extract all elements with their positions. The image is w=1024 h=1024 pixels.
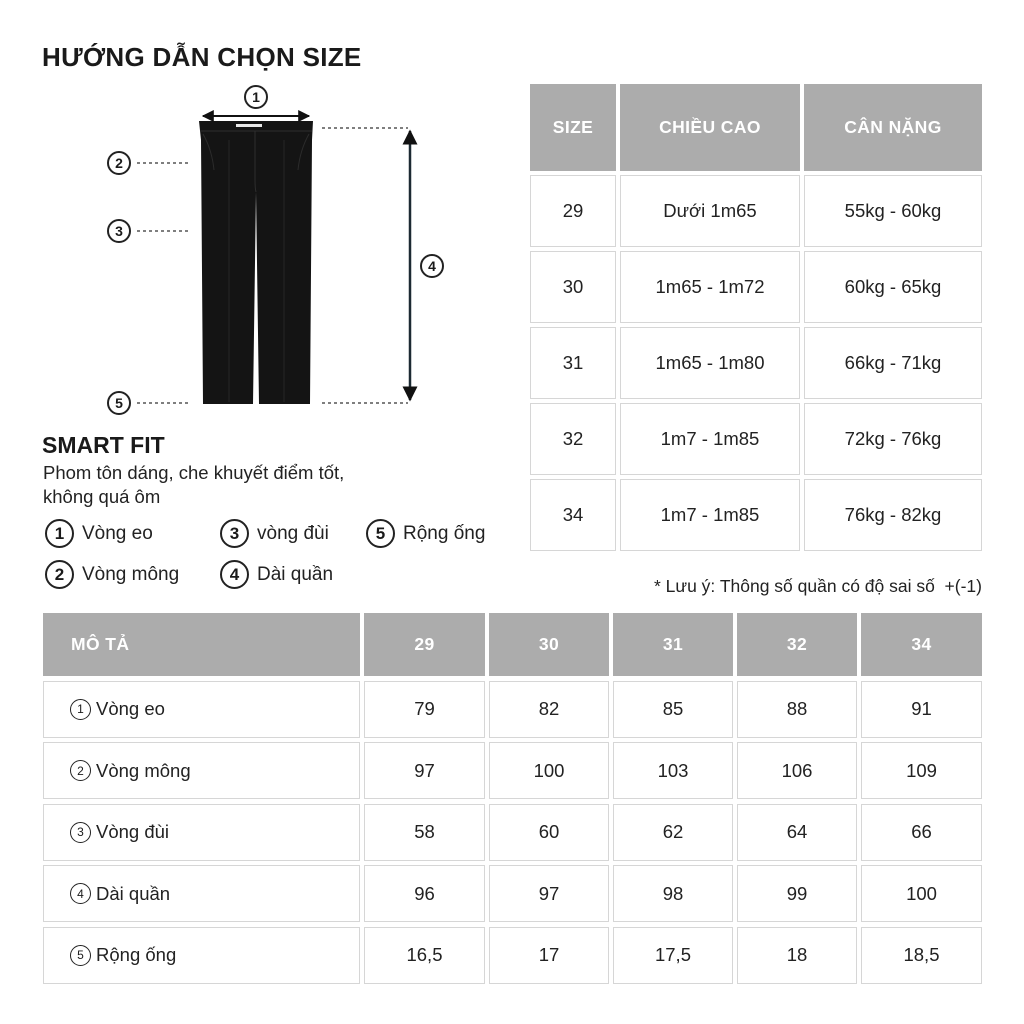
legend-label: Dài quần [257, 563, 334, 585]
measure-value: 106 [737, 742, 857, 799]
height-cell: 1m65 - 1m72 [620, 251, 800, 323]
measure-value: 109 [861, 742, 982, 799]
legend-label: Rộng ống [403, 522, 486, 544]
legend-marker: 3 [220, 519, 249, 548]
size-cell: 34 [530, 479, 616, 551]
length-marker: 4 [420, 254, 444, 278]
measure-value: 58 [364, 804, 485, 861]
size-header: SIZE [530, 84, 616, 171]
legend-item [366, 519, 485, 548]
measure-value: 16,5 [364, 927, 485, 984]
legend-item [45, 560, 179, 589]
measurement-table [43, 613, 982, 984]
measure-label-cell [43, 742, 360, 799]
legend-label: vòng đùi [257, 522, 329, 544]
tolerance-note: * Lưu ý: Thông số quần có độ sai số +(-1) [653, 576, 982, 596]
size-column-header: 34 [861, 613, 982, 676]
size-column-header: 31 [613, 613, 733, 676]
weight-cell: 72kg - 76kg [804, 403, 982, 475]
fit-desc-line: Phom tôn dáng, che khuyết điểm tốt, [43, 462, 345, 483]
measure-value: 66 [861, 804, 982, 861]
measure-value: 85 [613, 681, 733, 738]
legend-label: Vòng eo [82, 522, 153, 544]
size-column-header: 32 [737, 613, 857, 676]
measure-label: Vòng mông [96, 759, 191, 781]
height-cell: 1m65 - 1m80 [620, 327, 800, 399]
size-cell: 29 [530, 175, 616, 247]
measure-value: 103 [613, 742, 733, 799]
measure-value: 79 [364, 681, 485, 738]
measure-value: 97 [364, 742, 485, 799]
waist-label-tag [236, 124, 262, 127]
size-cell: 31 [530, 327, 616, 399]
measure-value: 100 [489, 742, 609, 799]
measure-label: Rộng ống [96, 944, 177, 965]
measure-label-cell [43, 927, 360, 984]
waist-marker: 1 [244, 85, 268, 109]
height-cell: 1m7 - 1m85 [620, 479, 800, 551]
measure-value: 18,5 [861, 927, 982, 984]
measure-value: 99 [737, 865, 857, 922]
measure-value: 62 [613, 804, 733, 861]
measure-value: 18 [737, 927, 857, 984]
measure-marker: 1 [70, 699, 91, 720]
weight-cell: 60kg - 65kg [804, 251, 982, 323]
page-title: HƯỚNG DẪN CHỌN SIZE [42, 42, 362, 72]
measure-value: 17 [489, 927, 609, 984]
measure-label: Dài quần [96, 882, 171, 904]
legend-marker: 2 [45, 560, 74, 589]
legend-marker: 4 [220, 560, 249, 589]
measure-value: 17,5 [613, 927, 733, 984]
measure-marker: 2 [70, 760, 91, 781]
height-cell: Dưới 1m65 [620, 175, 800, 247]
hem-marker: 5 [107, 391, 131, 415]
measure-value: 97 [489, 865, 609, 922]
legend-item [220, 519, 329, 548]
measure-marker: 3 [70, 822, 91, 843]
measure-label-cell [43, 865, 360, 922]
height-header: CHIỀU CAO [620, 84, 800, 171]
measure-value: 64 [737, 804, 857, 861]
measure-marker: 5 [70, 945, 91, 966]
measure-value: 100 [861, 865, 982, 922]
height-cell: 1m7 - 1m85 [620, 403, 800, 475]
measure-marker: 4 [70, 883, 91, 904]
measure-value: 60 [489, 804, 609, 861]
legend-label: Vòng mông [82, 563, 180, 585]
measure-value: 96 [364, 865, 485, 922]
weight-header: CÂN NẶNG [804, 84, 982, 171]
size-cell: 32 [530, 403, 616, 475]
measure-label: Vòng eo [96, 698, 165, 719]
legend-item [220, 560, 333, 589]
description-header: MÔ TẢ [43, 613, 360, 676]
measure-value: 82 [489, 681, 609, 738]
measure-label: Vòng đùi [96, 821, 170, 842]
fit-title: SMART FIT [42, 432, 165, 458]
legend-item [45, 519, 153, 548]
weight-cell: 55kg - 60kg [804, 175, 982, 247]
hip-marker: 2 [107, 151, 131, 175]
fit-description [43, 461, 344, 509]
legend-marker: 5 [366, 519, 395, 548]
size-column-header: 30 [489, 613, 609, 676]
size-cell: 30 [530, 251, 616, 323]
measure-value: 91 [861, 681, 982, 738]
measure-value: 88 [737, 681, 857, 738]
weight-cell: 66kg - 71kg [804, 327, 982, 399]
thigh-marker: 3 [107, 219, 131, 243]
weight-cell: 76kg - 82kg [804, 479, 982, 551]
pants-diagram [0, 0, 470, 420]
measure-label-cell [43, 681, 360, 738]
measure-label-cell [43, 804, 360, 861]
fit-desc-line: không quá ôm [43, 486, 161, 507]
legend-marker: 1 [45, 519, 74, 548]
size-column-header: 29 [364, 613, 485, 676]
size-table [530, 84, 982, 551]
pants-shape [199, 121, 313, 404]
measure-value: 98 [613, 865, 733, 922]
